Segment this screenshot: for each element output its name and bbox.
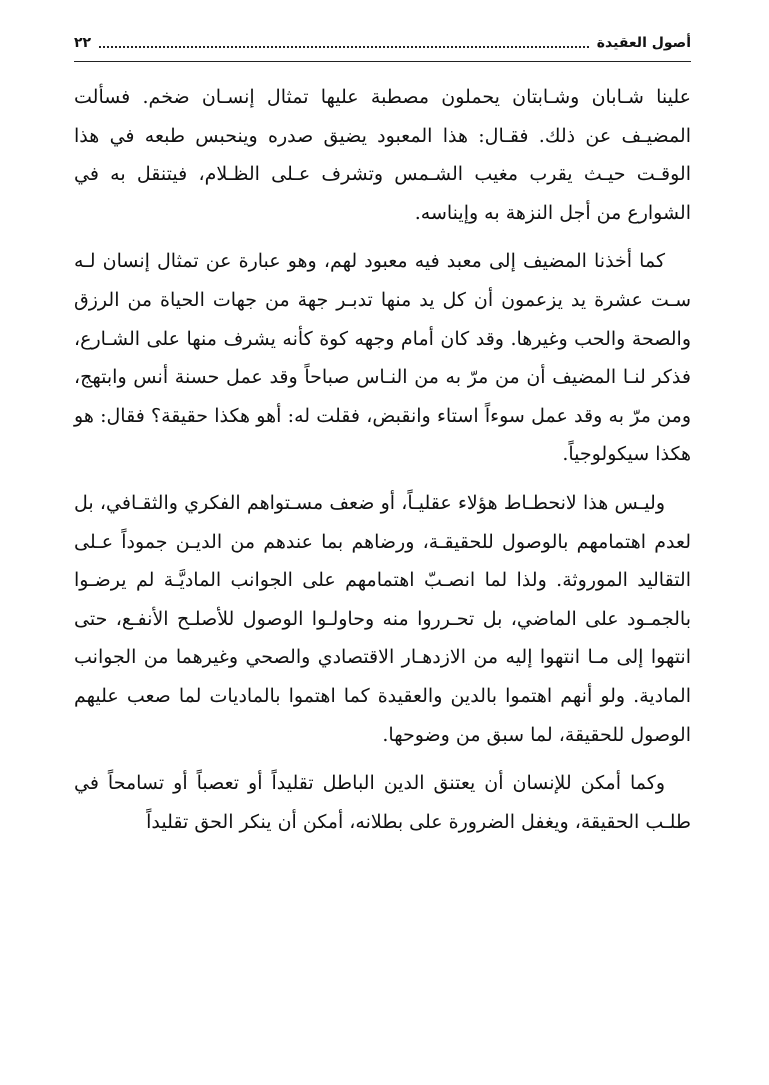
body-text	[74, 78, 691, 851]
running-header	[74, 30, 691, 56]
paragraph-3: وليـس هذا لانحطـاط هؤلاء عقليـاً، أو ضعف مسـتواهم الفكري والثقـافي، بل لعدم اهتمامهم بالوصول للحقيقـة، ورضاهم بما عندهم من الديـن جموداً عـلى التقاليد الموروثة. ولذا لما انصـبّ اهتمامهم على الجوانب الماديَّـة لم يرضـوا بالجمـود على الماضي، بل تحـرروا منه وحاولـوا الوصول للأصلـح الأنفـع، حتى انتهوا إلى مـا انتهوا إليه من الازدهـار الاقتصادي والصحي وغيرهما من الجوانب المادية. ولو أنهم اهتموا بالدين والعقيدة كما اهتموا بالماديات لما صعب عليهم الوصول للحقيقة، لما سبق من وضوحها.	[74, 491, 691, 746]
header-rule	[74, 61, 691, 62]
paragraph-1: علينا شـابان وشـابتان يحملون مصطبة عليها تمثال إنسـان ضخم. فسألت المضيـف عن ذلك. فقـال: هذا المعبود يضيق صدره وينحبس طبعه في هذا الوقـت حيـث يقرب مغيب الشـمس وتشرف عـلى الظـلام، فيتنقل به في الشوارع من أجل النزهة به وإيناسه.	[74, 86, 691, 224]
paragraph-2: كما أخذنا المضيف إلى معبد فيه معبود لهم، وهو عبارة عن تمثال إنسان لـه سـت عشرة يد يزعمون أن كل يد منها تدبـر جهة من جهات الحياة من الرزق والصحة والحب وغيرها. وقد كان أمام وجهه كوة كأنه يشرف منها على الشـارع، فذكر لنـا المضيف أن من مرّ به من النـاس صباحاً وقد عمل حسنة أنس وابتهج، ومن مرّ به وقد عمل سوءاً استاء وانقبض، فقلت له: أهو هكذا حقيقة؟ فقال: هو هكذا سيكولوجياً.	[74, 250, 691, 466]
page-number: ٢٢	[74, 35, 92, 51]
header-dot-leader	[99, 46, 589, 48]
book-title: أصول العقيدة	[596, 35, 691, 51]
paragraph-4: وكما أمكن للإنسان أن يعتنق الدين الباطل تقليداً أو تعصباً أو تسامحاً في طلـب الحقيقة، ويغفل الضرورة على بطلانه، أمكن أن ينكر الحق تقليداً	[74, 772, 691, 833]
